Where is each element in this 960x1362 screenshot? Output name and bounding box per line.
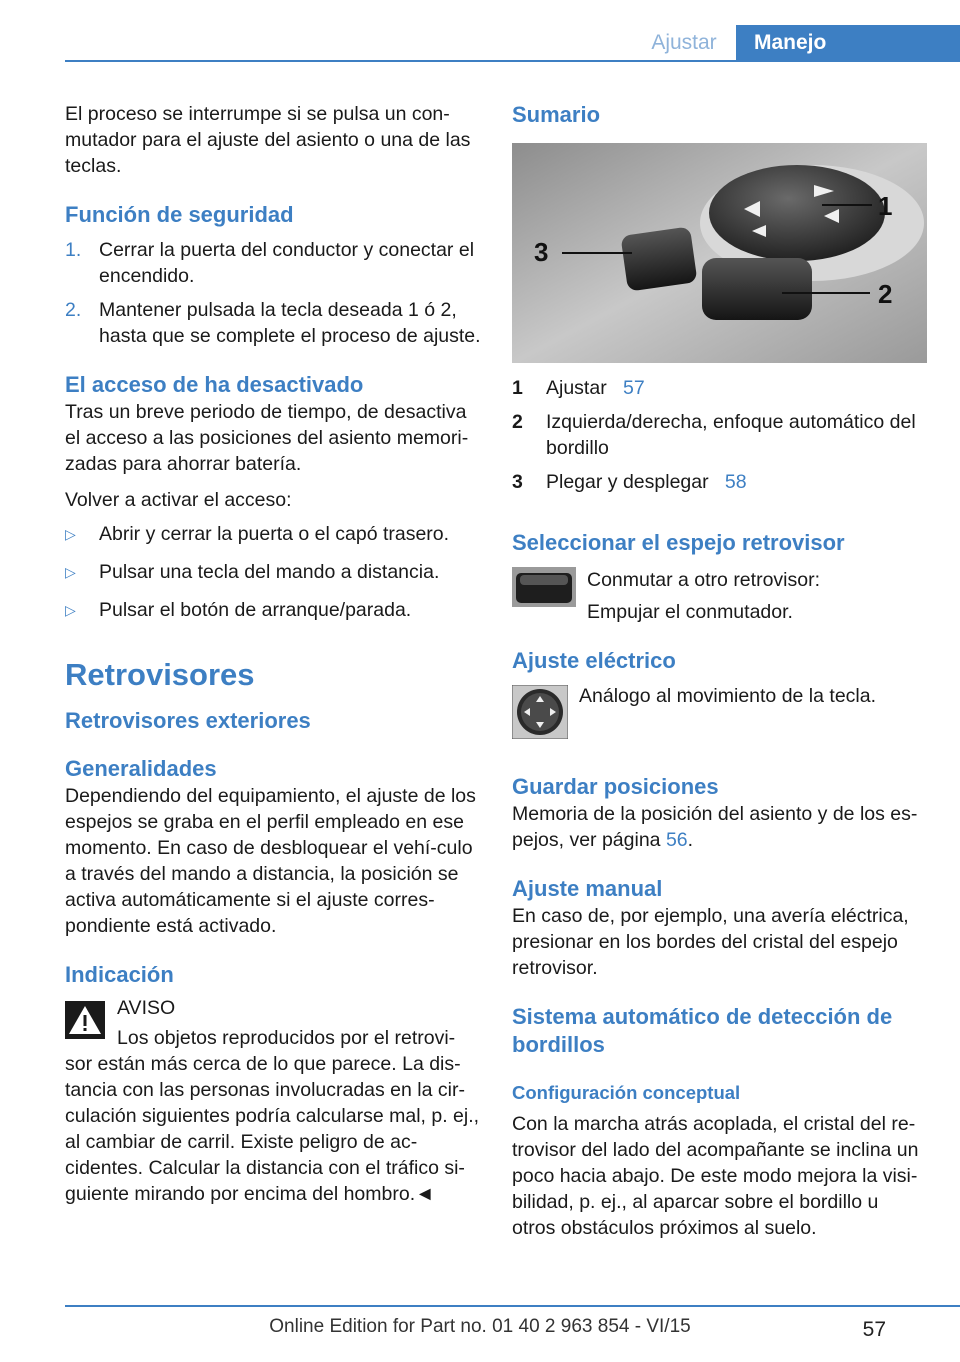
guardar-text: Memoria de la posición del asiento y de los es-pejos, ver página xyxy=(512,803,918,851)
footer-rule xyxy=(65,1305,960,1307)
acceso-paragraph: Tras un breve periodo de tiempo, de desactiva el acceso a las posiciones del asiento memori-zadas para ahorrar batería. xyxy=(65,401,469,475)
configuracion-heading: Configuración conceptual xyxy=(512,1082,741,1103)
volver-paragraph: Volver a activar el acceso: xyxy=(65,489,292,511)
warning-icon xyxy=(65,1001,105,1039)
step-number: 1. xyxy=(65,239,82,261)
header-tab-manejo[interactable]: Manejo xyxy=(736,25,960,61)
four-way-control-icon xyxy=(512,685,568,739)
intro-paragraph: El proceso se interrumpe si se pulsa un con-mutador para el ajuste del asiento o una de las teclas. xyxy=(65,103,471,177)
funcion-seguridad-heading: Función de seguridad xyxy=(65,202,294,227)
sumario-heading: Sumario xyxy=(512,102,601,127)
selector-line-1: Conmutar a otro retrovisor: xyxy=(587,569,821,591)
legend-number: 1 xyxy=(512,377,523,399)
ajuste-manual-heading: Ajuste manual xyxy=(512,876,663,901)
mirror-controls-image xyxy=(512,143,927,363)
selector-block xyxy=(512,567,927,625)
step-text: Cerrar la puerta del conductor y conectar el encendido. xyxy=(99,239,475,287)
ajuste-electrico-block xyxy=(512,683,927,739)
generalidades-heading: Generalidades xyxy=(65,756,217,781)
generalidades-paragraph: Dependiendo del equipamiento, el ajuste de los espejos se graba en el perfil empleado en ese momento. En caso de desbloquear el vehí-culo a través del mando a distancia, la posición se activa automáticamente si el ajuste corres-pondiente está activado. xyxy=(65,785,476,937)
legend-list xyxy=(512,375,927,495)
ajuste-manual-paragraph: En caso de, por ejemplo, una avería eléctrica, presionar en los bordes del cristal del espejo retrovisor. xyxy=(512,905,909,979)
seleccionar-heading: Seleccionar el espejo retrovisor xyxy=(512,530,845,555)
warning-block xyxy=(65,995,483,1051)
aviso-text-first-line: Los objetos reproducidos por el retrovi- xyxy=(117,1027,456,1049)
page-ref-link[interactable]: 58 xyxy=(724,471,747,493)
indicacion-heading: Indicación xyxy=(65,962,174,987)
aviso-label: AVISO xyxy=(117,997,176,1019)
bullet-item xyxy=(65,521,483,547)
bullet-text: Abrir y cerrar la puerta o el capó trasero. xyxy=(99,523,450,545)
bullet-text: Pulsar el botón de arranque/parada. xyxy=(99,599,412,621)
retrovisores-heading: Retrovisores xyxy=(65,657,255,692)
bullet-item xyxy=(65,597,483,623)
step-number: 2. xyxy=(65,299,82,321)
left-column xyxy=(65,101,483,1207)
page-ref-link[interactable]: 57 xyxy=(622,377,645,399)
triangle-bullet-icon: ▷ xyxy=(65,564,76,580)
header-tab-ajustar[interactable]: Ajustar xyxy=(651,31,717,54)
guardar-paragraph: Memoria de la posición del asiento y de los es-pejos, ver página 56. xyxy=(512,803,918,851)
selector-line-2: Empujar el conmutador. xyxy=(587,601,793,623)
legend-text: Plegar y desplegar xyxy=(546,471,709,493)
bullet-text: Pulsar una tecla del mando a distancia. xyxy=(99,561,440,583)
ajuste-electrico-heading: Ajuste eléctrico xyxy=(512,648,676,673)
retrovisores-exteriores-heading: Retrovisores exteriores xyxy=(65,708,311,733)
step-item xyxy=(65,237,483,289)
access-bullets xyxy=(65,521,483,623)
bullet-item xyxy=(65,559,483,585)
legend-number: 3 xyxy=(512,471,523,493)
legend-text: Ajustar xyxy=(546,377,607,399)
sistema-deteccion-heading: Sistema automático de detección de bordillos xyxy=(512,1004,893,1057)
callout-3: 3 xyxy=(534,237,549,267)
mirror-controls-figure xyxy=(512,143,927,363)
triangle-bullet-icon: ▷ xyxy=(65,526,76,542)
step-item xyxy=(65,297,483,349)
legend-item xyxy=(512,469,927,495)
legend-item xyxy=(512,375,927,401)
triangle-bullet-icon: ▷ xyxy=(65,602,76,618)
configuracion-paragraph: Con la marcha atrás acoplada, el cristal del re-trovisor del lado del acompañante se inclina un poco hacia abajo. De este modo mejora la visi-bilidad, p. ej., al aparcar sobre el bordillo u otros obstáculos próximos al suelo. xyxy=(512,1113,919,1239)
page-ref-link[interactable]: 56 xyxy=(665,829,688,851)
mirror-selector-switch-icon xyxy=(512,567,576,607)
page-number: 57 xyxy=(862,1318,886,1341)
safety-steps-list xyxy=(65,237,483,349)
callout-2: 2 xyxy=(878,279,893,309)
acceso-heading: El acceso de ha desactivado xyxy=(65,372,364,397)
footer-edition: Online Edition for Part no. 01 40 2 963 854 - VI/15 xyxy=(269,1316,691,1337)
aviso-text: sor están más cerca de lo que parece. La dis-tancia con las personas involucradas en la cir-culación siguientes podría calcularse mal, p. ej., al cambiar de carril. Existe peligro de ac-cidentes. Calcular la distancia con el tráfico si-guiente mirando por encima del hombro.◄ xyxy=(65,1053,480,1205)
step-text: Mantener pulsada la tecla deseada 1 ó 2, hasta que se complete el proceso de ajuste. xyxy=(99,299,481,347)
right-column xyxy=(512,101,927,1241)
legend-number: 2 xyxy=(512,411,523,433)
header-rule xyxy=(65,60,960,62)
guardar-posiciones-heading: Guardar posiciones xyxy=(512,774,719,799)
legend-text: Izquierda/derecha, enfoque automático del bordillo xyxy=(546,411,916,459)
callout-1: 1 xyxy=(878,191,893,221)
ajuste-electrico-text: Análogo al movimiento de la tecla. xyxy=(579,685,877,707)
legend-item xyxy=(512,409,927,461)
